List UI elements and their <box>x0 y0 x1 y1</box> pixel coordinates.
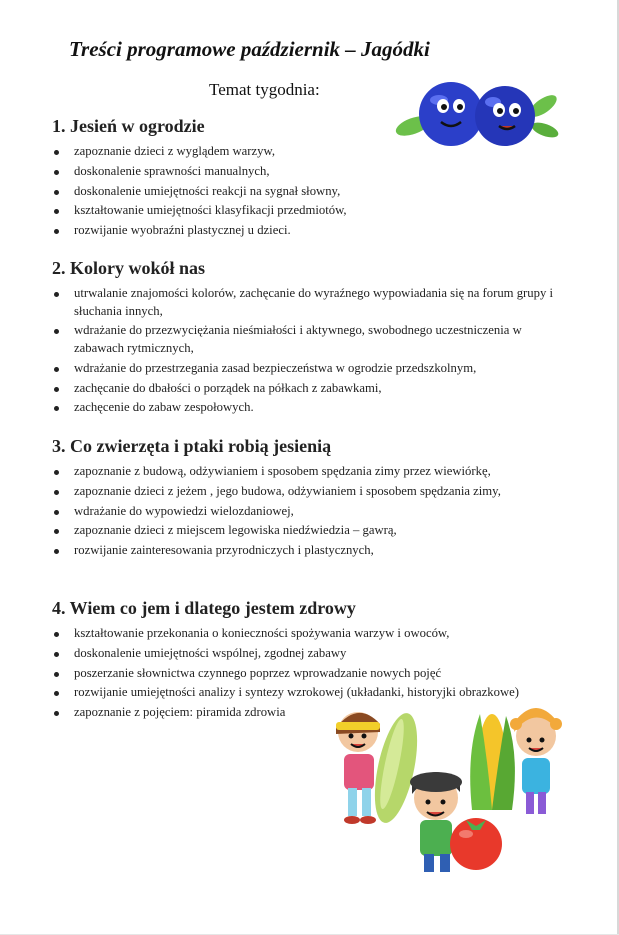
list-item: zapoznanie dzieci z wyglądem warzyw, <box>52 143 572 161</box>
children-with-vegetables-illustration <box>330 702 580 880</box>
list-item: zachęcanie do dbałości o porządek na półkach z zabawkami, <box>52 380 572 398</box>
list-item: zapoznanie z pojęciem: piramida zdrowia <box>52 704 572 722</box>
page-title: Treści programowe październik – Jagódki <box>69 37 430 61</box>
section-3 <box>52 436 572 562</box>
list-item: doskonalenie umiejętności reakcji na sygnał słowny, <box>52 183 572 201</box>
section-1 <box>52 116 572 242</box>
list-item: kształtowanie umiejętności klasyfikacji przedmiotów, <box>52 202 572 220</box>
page-subtitle: Temat tygodnia: <box>209 80 320 99</box>
list-item: zachęcenie do zabaw zespołowych. <box>52 399 572 417</box>
section-1-heading: 1. Jesień w ogrodzie <box>52 116 205 136</box>
list-item: zapoznanie dzieci z miejscem legowiska niedźwiedzia – gawrą, <box>52 522 572 540</box>
section-2 <box>52 258 572 419</box>
list-item: kształtowanie przekonania o konieczności spożywania warzyw i owoców, <box>52 625 572 643</box>
section-3-list <box>52 463 572 560</box>
list-item: zapoznanie dzieci z jeżem , jego budowa, odżywianiem i sposobem spędzania zimy, <box>52 483 572 501</box>
list-item: zapoznanie z budową, odżywianiem i sposobem spędzania zimy przez wiewiórkę, <box>52 463 572 481</box>
list-item: rozwijanie zainteresowania przyrodniczych i plastycznych, <box>52 542 572 560</box>
section-2-heading: 2. Kolory wokół nas <box>52 258 206 278</box>
list-item: doskonalenie umiejętności wspólnej, zgodnej zabawy <box>52 645 572 663</box>
section-3-heading: 3. Co zwierzęta i ptaki robią jesienią <box>52 436 332 456</box>
list-item: rozwijanie umiejętności analizy i syntezy wzrokowej (układanki, historyjki obrazkowe) <box>52 684 572 702</box>
section-2-list <box>52 285 572 417</box>
list-item: doskonalenie sprawności manualnych, <box>52 163 572 181</box>
list-item: wdrażanie do przestrzegania zasad bezpieczeństwa w ogrodzie przedszkolnym, <box>52 360 572 378</box>
list-item: wdrażanie do przezwyciężania nieśmiałości i aktywnego, swobodnego uczestniczenia w zabawach rytmicznych, <box>52 322 572 357</box>
section-1-list <box>52 143 572 240</box>
list-item: utrwalanie znajomości kolorów, zachęcanie do wyraźnego wypowiadania się na forum grupy i słuchania innych, <box>52 285 572 320</box>
list-item: rozwijanie wyobraźni plastycznej u dzieci. <box>52 222 572 240</box>
section-4-heading: 4. Wiem co jem i dlatego jestem zdrowy <box>52 598 356 618</box>
list-item: wdrażanie do wypowiedzi wielozdaniowej, <box>52 503 572 521</box>
list-item: poszerzanie słownictwa czynnego poprzez wprowadzanie nowych pojęć <box>52 665 572 683</box>
